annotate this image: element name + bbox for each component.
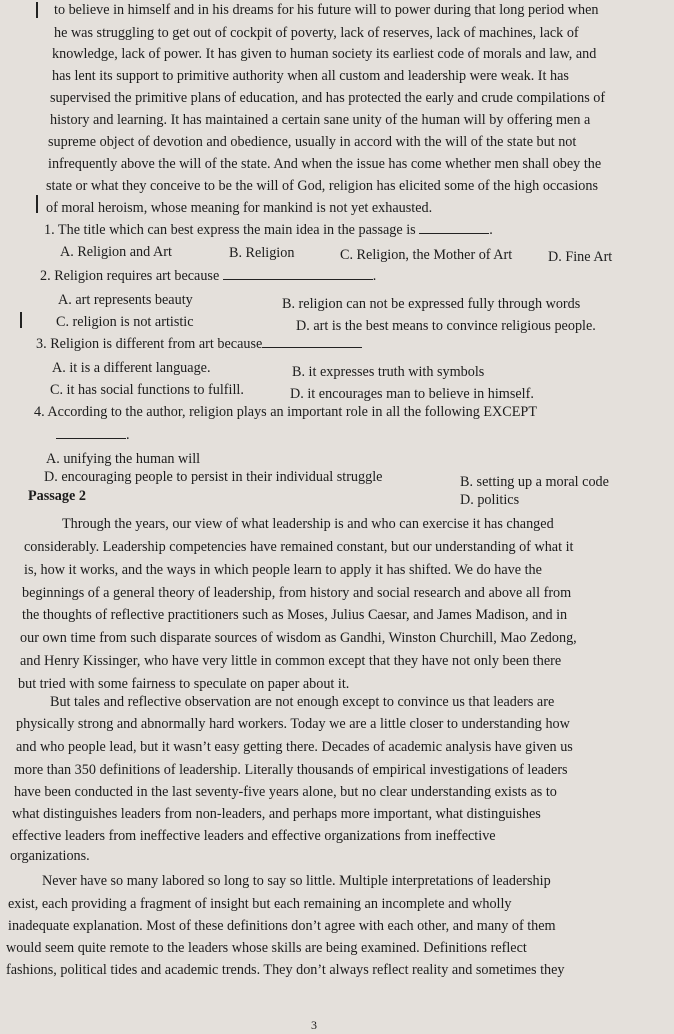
- option: D. it encourages man to believe in himself.: [290, 386, 534, 402]
- text-line: But tales and reflective observation are not enough except to convince us that leaders are: [50, 694, 555, 710]
- text-line: physically strong and abnormally hard workers. Today we are a little closer to understanding how: [16, 716, 570, 732]
- option: D. art is the best means to convince religious people.: [296, 318, 596, 334]
- question-stem: 3. Religion is different from art because: [36, 336, 362, 352]
- text-line: our own time from such disparate sources of wisdom as Gandhi, Winston Churchill, Mao Zedong,: [20, 630, 577, 646]
- option: C. Religion, the Mother of Art: [340, 247, 513, 263]
- text-line: is, how it works, and the ways in which people learn to apply it has shifted. We do have the: [24, 562, 542, 578]
- margin-mark: [36, 195, 38, 213]
- option: D. encouraging people to persist in their individual struggle: [44, 469, 383, 485]
- text-line: to believe in himself and in his dreams for his future will to power during that long period when: [54, 2, 599, 18]
- question-stem: 2. Religion requires art because .: [40, 268, 377, 284]
- option: A. art represents beauty: [58, 292, 193, 308]
- option: B. setting up a moral code: [460, 474, 609, 490]
- text-line: supervised the primitive plans of education, and has protected the early and crude compilations of: [50, 90, 606, 106]
- text-line: more than 350 definitions of leadership. Literally thousands of empirical investigations of leaders: [14, 762, 568, 778]
- text-line: what distinguishes leaders from non-leaders, and perhaps more important, what distinguishes: [12, 806, 541, 822]
- option: A. unifying the human will: [46, 451, 201, 467]
- text-line: exist, each providing a fragment of insight but each remaining an incomplete and wholly: [8, 896, 512, 912]
- text-line: have been conducted in the last seventy-five years alone, but no clear understanding exists as to: [14, 784, 557, 800]
- text-line: and who people lead, but it wasn’t easy getting there. Decades of academic analysis have given us: [16, 739, 573, 755]
- margin-mark: [36, 2, 38, 18]
- text-line: history and learning. It has maintained a certain sane unity of the human will by offering men a: [50, 112, 591, 128]
- option: C. it has social functions to fulfill.: [50, 382, 244, 398]
- option: B. religion can not be expressed fully through words: [282, 296, 581, 312]
- option: A. Religion and Art: [60, 244, 172, 260]
- question-stem: 4. According to the author, religion plays an important role in all the following EXCEPT: [34, 404, 537, 420]
- answer-blank: [223, 269, 373, 280]
- option: D. politics: [460, 492, 520, 508]
- page-number: 3: [311, 1018, 317, 1032]
- text-line: the thoughts of reflective practitioners such as Moses, Julius Caesar, and James Madison, and in: [22, 607, 568, 623]
- text-line: considerably. Leadership competencies have remained constant, but our understanding of what it: [24, 539, 574, 555]
- question-stem: 1. The title which can best express the main idea in the passage is .: [44, 222, 493, 238]
- text-line: inadequate explanation. Most of these definitions don’t agree with each other, and many of them: [8, 918, 556, 934]
- answer-blank: [262, 337, 362, 348]
- answer-blank: [419, 223, 489, 234]
- text-line: knowledge, lack of power. It has given to human society its earliest code of morals and law, and: [52, 46, 597, 62]
- option: A. it is a different language.: [52, 360, 211, 376]
- margin-mark: [20, 312, 22, 328]
- text-line: effective leaders from ineffective leaders and effective organizations from ineffective: [12, 828, 496, 844]
- text-line: state or what they conceive to be the will of God, religion has elicited some of the high occasions: [46, 178, 598, 194]
- text-line: would seem quite remote to the leaders whose skills are being examined. Definitions reflect: [6, 940, 527, 956]
- text-line: supreme object of devotion and obedience, usually in accord with the will of the state but not: [48, 134, 577, 150]
- question-stem-continuation: .: [56, 427, 130, 443]
- passage-heading: Passage 2: [28, 488, 86, 504]
- text-line: fashions, political tides and academic trends. They don’t always reflect reality and sometimes they: [6, 962, 565, 978]
- option: B. it expresses truth with symbols: [292, 364, 485, 380]
- text-line: of moral heroism, whose meaning for mankind is not yet exhausted.: [46, 200, 433, 216]
- option: C. religion is not artistic: [56, 314, 194, 330]
- text-line: and Henry Kissinger, who have very little in common except that they have not only been there: [20, 653, 562, 669]
- option: B. Religion: [229, 245, 295, 261]
- text-line: infrequently above the will of the state. And when the issue has come whether men shall obey the: [48, 156, 602, 172]
- text-line: but tried with some fairness to speculate on paper about it.: [18, 676, 350, 692]
- text-line: Never have so many labored so long to say so little. Multiple interpretations of leadership: [42, 873, 551, 889]
- answer-blank: [56, 428, 126, 439]
- text-line: organizations.: [10, 848, 90, 864]
- text-line: beginnings of a general theory of leadership, from history and social research and above all from: [22, 585, 572, 601]
- text-line: has lent its support to primitive authority when all custom and leadership were weak. It has: [52, 68, 569, 84]
- option: D. Fine Art: [548, 249, 613, 265]
- text-line: he was struggling to get out of cockpit of poverty, lack of reserves, lack of machines, lack of: [54, 25, 579, 41]
- text-line: Through the years, our view of what leadership is and who can exercise it has changed: [62, 516, 554, 532]
